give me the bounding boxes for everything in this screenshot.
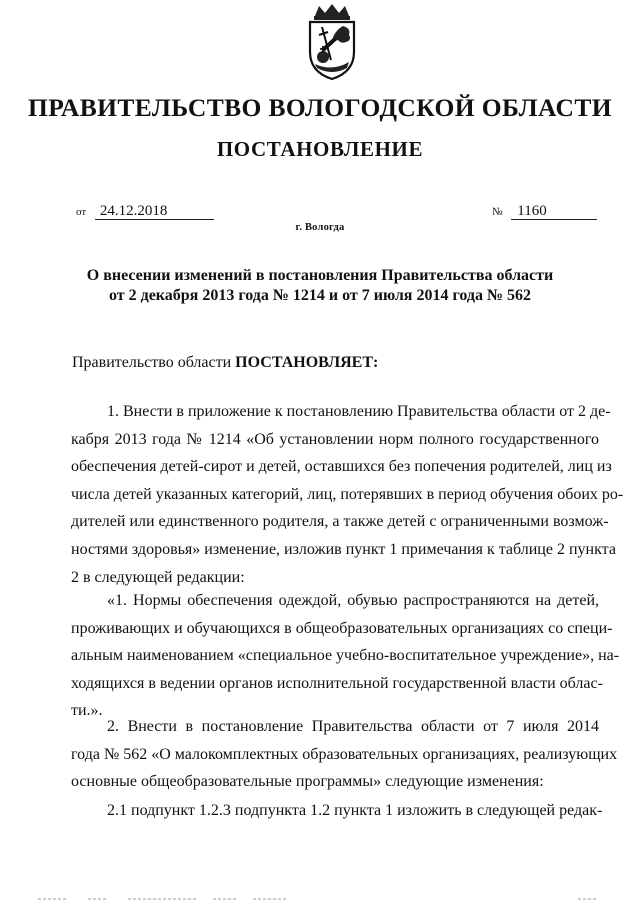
subject-line: от 2 декабря 2013 года № 1214 и от 7 июля 2014 года № 562 bbox=[108, 287, 532, 304]
text-line: 2. Внести в постановление Правительства области от 7 июля 2014 bbox=[107, 718, 599, 735]
date-value: 24.12.2018 bbox=[95, 203, 214, 220]
text-line: кабря 2013 года № 1214 «Об установлении норм полного государственного bbox=[71, 430, 599, 448]
text-line: числа детей указанных категорий, лиц, потерявших в период обучения обоих ро- bbox=[71, 485, 624, 503]
subject-line: О внесении изменений в постановления Правительства области bbox=[86, 267, 554, 284]
date-field bbox=[76, 203, 214, 220]
text-line: проживающих и обучающихся в общеобразовательных организациях со специ- bbox=[71, 619, 613, 637]
number-field bbox=[492, 203, 597, 220]
government-title: ПРАВИТЕЛЬСТВО ВОЛОГОДСКОЙ ОБЛАСТИ bbox=[27, 93, 613, 122]
text-line: дителей или единственного родителя, а также детей с ограниченными возмож- bbox=[71, 513, 609, 531]
coat-of-arms-icon bbox=[301, 2, 363, 82]
text-line: 2.1 подпункт 1.2.3 подпункта 1.2 пункта 1 изложить в следующей редак- bbox=[107, 802, 603, 819]
paragraph-1 bbox=[71, 398, 624, 591]
text-line: 2 в следующей редакции: bbox=[71, 568, 245, 586]
text-line: 1. Внести в приложение к постановлению Правительства области от 2 де- bbox=[107, 403, 611, 420]
paragraph-2 bbox=[71, 587, 620, 725]
preamble-emphasis: ПОСТАНОВЛЯЕТ: bbox=[235, 354, 379, 371]
document-subject bbox=[40, 266, 600, 306]
text-line: альным наименованием «специальное учебно-воспитательное учреждение», на- bbox=[71, 647, 620, 665]
preamble-text: Правительство области bbox=[72, 354, 236, 371]
text-line: ностями здоровья» изменение, изложив пункт 1 примечания к таблице 2 пункта bbox=[71, 540, 616, 558]
paragraph-4 bbox=[71, 797, 603, 825]
number-value: 1160 bbox=[511, 203, 597, 220]
paragraph-3 bbox=[71, 713, 618, 796]
text-line: ти.». bbox=[71, 702, 103, 720]
city: г. Вологда bbox=[295, 222, 345, 233]
text-line: основные общеобразовательные программы» следующие изменения: bbox=[71, 773, 544, 791]
date-label: от bbox=[76, 206, 87, 218]
text-line: года № 562 «О малокомплектных образовательных организациях, реализующих bbox=[71, 745, 618, 763]
text-line: ходящихся в ведении органов исполнительной государственной власти облас- bbox=[71, 674, 603, 692]
number-label: № bbox=[492, 206, 503, 218]
document-type: ПОСТАНОВЛЕНИЕ bbox=[216, 137, 424, 161]
text-line: «1. Нормы обеспечения одеждой, обувью распространяются на детей, bbox=[107, 592, 599, 609]
preamble bbox=[72, 354, 378, 372]
text-line: обеспечения детей-сирот и детей, оставшихся без попечения родителей, лиц из bbox=[71, 458, 612, 476]
scan-artifact-lines bbox=[38, 896, 598, 902]
